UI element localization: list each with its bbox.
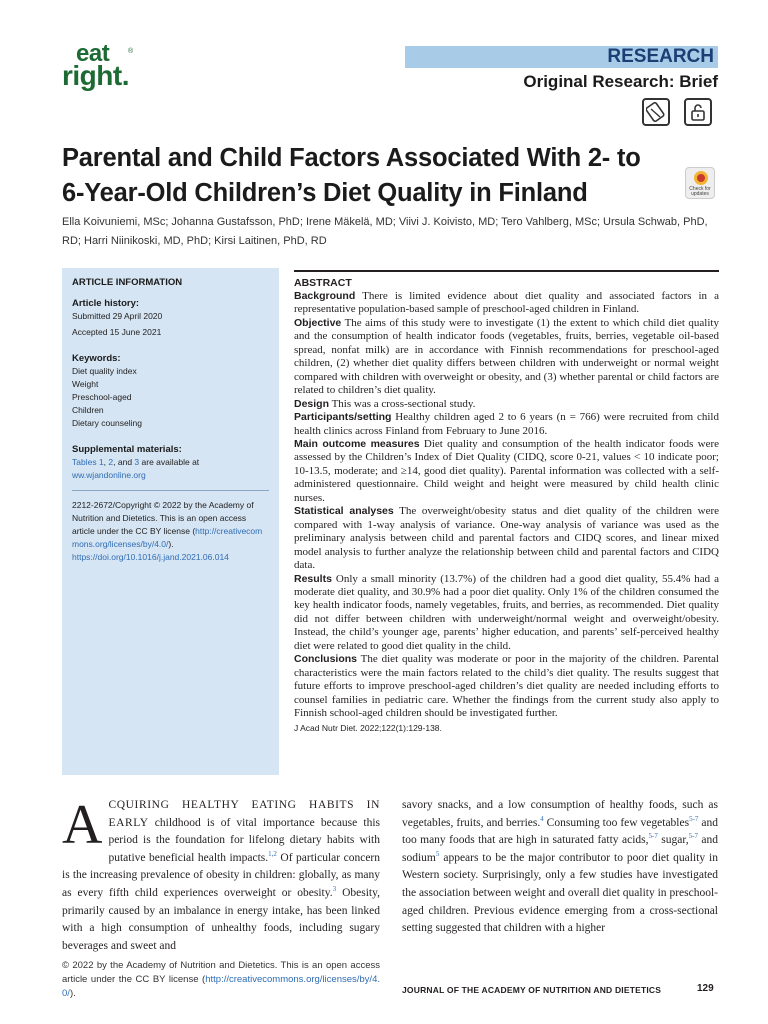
check-updates-label: Check for updates: [689, 186, 711, 197]
body-text: appears to be the major contributor to poor diet quality in Western society. Surprisingly, only a few studies have investigated the association between weight and overall diet quality in preschool-aged children. Previous evidence emerging from a cross-sectional setting suggested that children with a higher: [402, 851, 718, 935]
supplemental-sep: ,: [103, 457, 109, 467]
check-updates-icon: [694, 171, 708, 185]
supplemental-tables-link[interactable]: Tables: [72, 457, 99, 467]
read-icon: [642, 98, 670, 126]
participants-label: Participants/setting: [294, 411, 392, 424]
article-title: Parental and Child Factors Associated With 2- to 6-Year-Old Children’s Diet Quality in Finland: [62, 144, 641, 207]
abstract-outcome: [294, 438, 719, 505]
results-label: Results: [294, 572, 332, 585]
abstract-objective: [294, 317, 719, 398]
supplemental-sep: are available at: [139, 457, 200, 467]
submitted-date: Submitted 29 April 2020: [72, 311, 163, 321]
body-text: savory snacks, and a low consumption of healthy foods, such as vegetables, fruits, and berries.: [402, 799, 718, 829]
article-type: Original Research: Brief: [523, 72, 718, 91]
footer-copyright: [62, 959, 380, 1001]
outcome-label: Main outcome measures: [294, 437, 420, 450]
logo-eat: eat: [76, 40, 110, 67]
footer-note-end: ).: [69, 988, 76, 999]
keyword: Dietary counseling: [72, 418, 142, 428]
background-text: There is limited evidence about diet quality and associated factors in a representative population-based sample of preschool-aged children in Finland.: [294, 290, 719, 316]
keyword: Weight: [72, 379, 99, 389]
article-info-heading: ARTICLE INFORMATION: [72, 277, 183, 288]
abstract: [294, 276, 719, 734]
doi-link[interactable]: https://doi.org/10.1016/j.jand.2021.06.014: [72, 552, 229, 562]
opening-small-caps: CQUIRING HEALTHY EATING HABITS IN EARLY: [108, 799, 380, 829]
results-text: Only a small minority (13.7%) of the children had a good diet quality, 55.4% had a moderate diet quality, and 30.9% had a poor diet quality. Only 1% of the children consumed the key health indicator foods, namely vegetables, fruits, and berries, as recommended. Diet quality did not differ between children with underweight/normal weight and overweight/obesity. Instead, the child’s younger age, parents’ higher education, and parents’ self-perceived healthy diet were related to good diet quality in the child.: [294, 572, 720, 652]
page-number: 129: [697, 983, 714, 994]
body-column-left: [62, 794, 380, 955]
copyright-text: 2212-2672/Copyright © 2022 by the Academy of Nutrition and Dietetics. This is an open access article under the CC BY license (: [72, 500, 254, 536]
body-text: Obesity, primarily caused by an imbalance in energy intake, has been linked with a high consumption of unhealthy foods, including sugary beverages and sweet and: [62, 886, 380, 952]
reference-link[interactable]: 5: [435, 849, 440, 858]
objective-label: Objective: [294, 316, 342, 329]
keywords-heading: Keywords:: [72, 353, 121, 364]
reference-link[interactable]: 3: [332, 884, 337, 893]
participants-text: Healthy children aged 2 to 6 years (n = 766) were recruited from child health clinics across Finland from February to June 2016.: [294, 411, 719, 437]
outcome-text: Diet quality and consumption of the health indicator foods were assessed by the Children’s Index of Diet Quality (CIDQ, score 0-21, values < 10 indicate poor; 10-13.5, moderate; and ≥14, good diet quality). Parental information was collected with a self-administered questionnaire. Child weight and height were measured by child health clinic nurses.: [294, 437, 720, 504]
keyword: Diet quality index: [72, 366, 137, 376]
statistics-label: Statistical analyses: [294, 505, 394, 518]
article-history-heading: Article history:: [72, 298, 140, 309]
copyright-end: ).: [168, 539, 174, 549]
accepted-date: Accepted 15 June 2021: [72, 327, 162, 337]
abstract-results: [294, 573, 719, 654]
keyword: Children: [72, 405, 104, 415]
footer-note-text: © 2022 by the Academy of Nutrition and Dietetics. This is an open access article under the CC BY license (: [62, 960, 380, 985]
abstract-design: [294, 398, 719, 411]
open-access-icon: [684, 98, 712, 126]
design-label: Design: [294, 397, 330, 410]
reference-link[interactable]: 4: [540, 814, 544, 823]
table-1-link[interactable]: 1: [98, 457, 104, 467]
reference-link[interactable]: 1,2: [268, 849, 277, 858]
body-text: and too many foods that are high in saturated fatty acids,: [402, 816, 718, 847]
body-text: and sodium: [402, 834, 718, 864]
design-text: This was a cross-sectional study.: [331, 397, 476, 410]
drop-cap: A: [62, 794, 103, 856]
body-text: Of particular concern is the increasing prevalence of obesity in children: globally, as many as every fifth child experiences overweight or obesity.: [62, 851, 380, 899]
reference-link[interactable]: 5-7: [689, 814, 699, 823]
body-column-right: [402, 797, 718, 938]
supplemental-site-link[interactable]: ww.wjandonline.org: [72, 470, 146, 480]
background-label: Background: [294, 290, 356, 302]
reference-link[interactable]: 5-7: [688, 832, 698, 841]
conclusions-text: The diet quality was moderate or poor in the majority of the children. Parental characteristics were the main factors related to the child’s diet quality. The results suggest that future efforts to improve preschool-aged children’s diet quality are needed including efforts to counsel families in pediatric care. Whether the findings from the current study also apply to Finnish school-aged children should be investigated further.: [294, 653, 719, 720]
article-information-box: [62, 268, 279, 775]
abstract-heading: ABSTRACT: [294, 277, 352, 289]
statistics-text: The overweight/obesity status and diet quality of the children were compared with 1-way analysis of variance. One-way analysis of variance was used as the preliminary analysis between child and parental factors and CIDQ scores, and linear mixed model analysis to further analyze the relationship between child and parental factors and CIDQ data.: [294, 505, 719, 572]
check-for-updates-button[interactable]: [685, 167, 715, 199]
keyword: Preschool-aged: [72, 392, 132, 402]
logo-right: right.: [62, 60, 129, 91]
abstract-background: [294, 290, 719, 317]
section-bar: [405, 46, 718, 68]
logo-registered-mark: ®: [128, 48, 134, 55]
conclusions-label: Conclusions: [294, 653, 358, 666]
author-list: Ella Koivuniemi, MSc; Johanna Gustafsson, PhD; Irene Mäkelä, MD; Viivi J. Koivisto, MD; Tero Vahlberg, MSc; Ursula Schwab, PhD, RD; Harri Niinikoski, MD, PhD; Kirsi Laitinen, PhD, RD: [62, 216, 708, 247]
table-3-link[interactable]: 3: [134, 457, 140, 467]
abstract-conclusions: [294, 653, 719, 720]
journal-name: JOURNAL OF THE ACADEMY OF NUTRITION AND DIETETICS: [402, 985, 662, 995]
license-link[interactable]: http://creativecommons.org/licenses/by/4.0/: [72, 526, 263, 549]
citation: J Acad Nutr Diet. 2022;122(1):129-138.: [294, 722, 442, 733]
body-text: childhood is of vital importance because this period is the foundation for lifelong dietary habits with putative beneficial health impacts.: [108, 816, 380, 864]
table-2-link[interactable]: 2: [108, 457, 114, 467]
section-label: RESEARCH: [607, 46, 714, 67]
abstract-rule: [294, 270, 719, 272]
supplemental-sep: , and: [113, 457, 135, 467]
body-text: sugar,: [657, 834, 689, 847]
reference-link[interactable]: 5-7: [648, 832, 658, 841]
objective-text: The aims of this study were to investigate (1) the extent to which child diet quality and the consumption of health indicator foods (vegetables, fruits, berries, vegetable oil-based spread, nonfat milk) are in accordance with Finnish recommendations for preschool-aged children, (2) whether diet quality differs between children with underweight or normal weight compared with children with overweight or obesity, and (3) whether parental or child factors are related to children’s diet quality.: [294, 316, 719, 397]
supplemental-text: [72, 456, 269, 482]
copyright-notice: [72, 499, 269, 564]
supplemental-heading: Supplemental materials:: [72, 444, 182, 455]
abstract-participants: [294, 411, 719, 438]
eatright-logo: [62, 40, 142, 96]
abstract-statistics: [294, 505, 719, 572]
body-text: Consuming too few vegetables: [543, 816, 690, 829]
footer-license-link[interactable]: http://creativecommons.org/licenses/by/4.0/: [62, 974, 380, 999]
info-divider: [72, 490, 269, 491]
